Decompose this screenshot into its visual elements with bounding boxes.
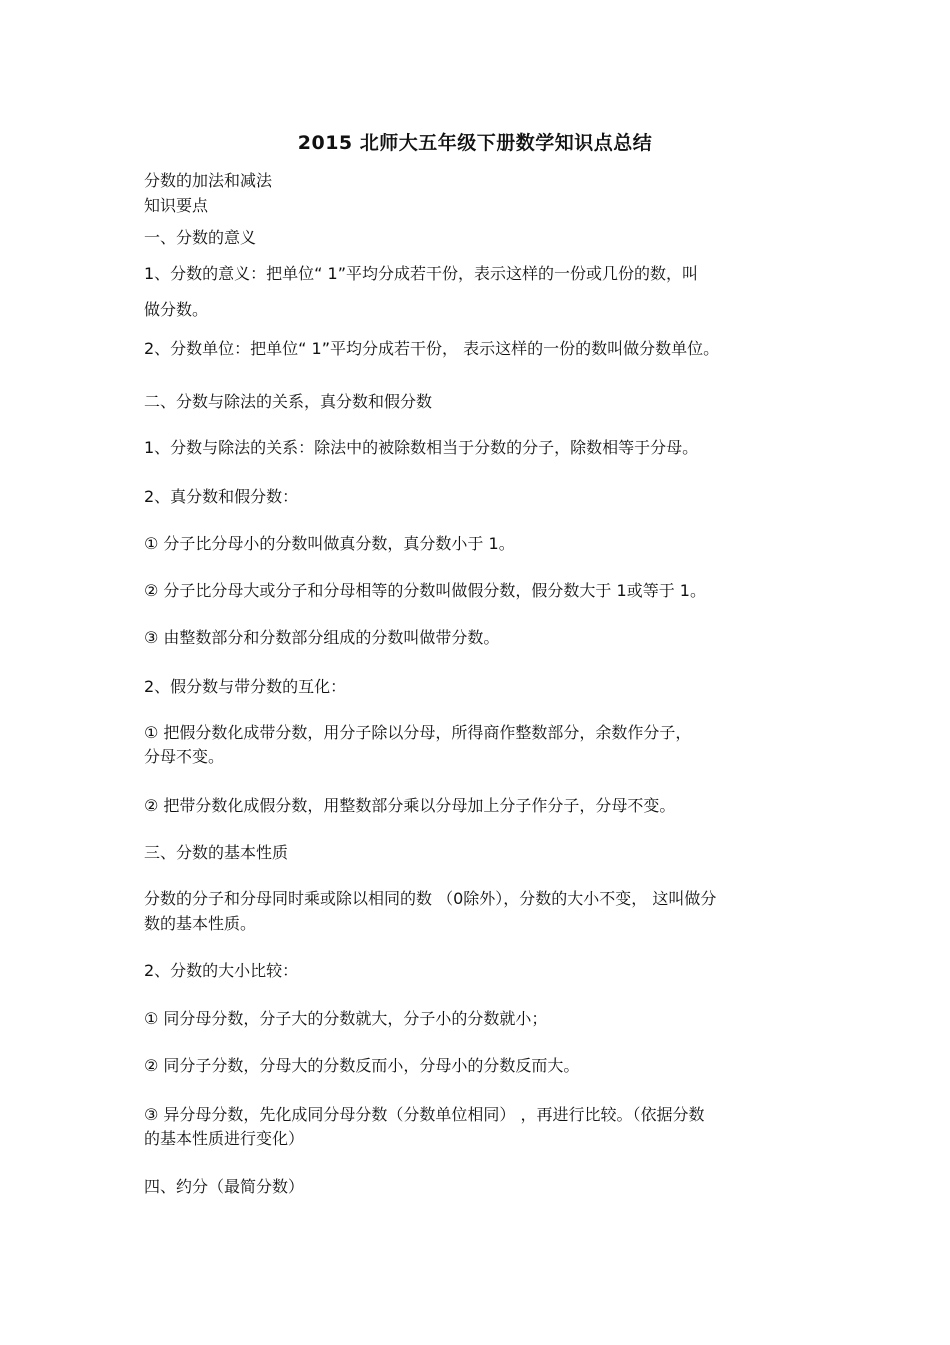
list-item: ① 分子比分母小的分数叫做真分数，真分数小于 1。 — [144, 534, 515, 553]
list-item: ② 同分子分数，分母大的分数反而小，分母小的分数反而大。 — [144, 1056, 580, 1075]
list-item: ① 同分母分数，分子大的分数就大，分子小的分数就小； — [144, 1009, 548, 1028]
list-item: ② 分子比分母大或分子和分母相等的分数叫做假分数，假分数大于 1或等于 1。 — [144, 581, 706, 600]
paragraph-line: 分数的分子和分母同时乘或除以相同的数 （0除外），分数的大小不变， 这叫做分 — [144, 889, 717, 908]
paragraph-line: 1、分数与除法的关系：除法中的被除数相当于分数的分子，除数相等于分母。 — [144, 438, 699, 457]
list-item: ③ 异分母分数，先化成同分母分数（分数单位相同） ，再进行比较。（依据分数 — [144, 1105, 705, 1124]
heading-3: 三、分数的基本性质 — [144, 843, 289, 862]
paragraph-line: 做分数。 — [144, 300, 209, 319]
heading-1: 一、分数的意义 — [144, 228, 257, 247]
paragraph-line: 2、假分数与带分数的互化： — [144, 677, 347, 696]
document-title: 2015 北师大五年级下册数学知识点总结 — [297, 132, 653, 154]
section-heading: 分数的加法和减法 — [144, 171, 273, 190]
section-subheading: 知识要点 — [144, 196, 209, 215]
list-item: ③ 由整数部分和分数部分组成的分数叫做带分数。 — [144, 628, 500, 647]
paragraph-line: 2、真分数和假分数： — [144, 487, 299, 506]
list-item: ② 把带分数化成假分数，用整数部分乘以分母加上分子作分子，分母不变。 — [144, 796, 676, 815]
paragraph-line: 1、分数的意义：把单位“ 1”平均分成若干份，表示这样的一份或几份的数，叫 — [144, 264, 699, 283]
list-item-continuation: 的基本性质进行变化） — [144, 1129, 305, 1148]
heading-4: 四、约分（最简分数） — [144, 1177, 305, 1196]
paragraph-line: 2、分数单位：把单位“ 1”平均分成若干份， 表示这样的一份的数叫做分数单位。 — [144, 339, 720, 358]
paragraph-line: 2、分数的大小比较： — [144, 961, 299, 980]
paragraph-line: 数的基本性质。 — [144, 914, 257, 933]
list-item-continuation: 分母不变。 — [144, 747, 225, 766]
list-item: ① 把假分数化成带分数，用分子除以分母，所得商作整数部分，余数作分子， — [144, 723, 692, 742]
heading-2: 二、分数与除法的关系，真分数和假分数 — [144, 392, 433, 411]
